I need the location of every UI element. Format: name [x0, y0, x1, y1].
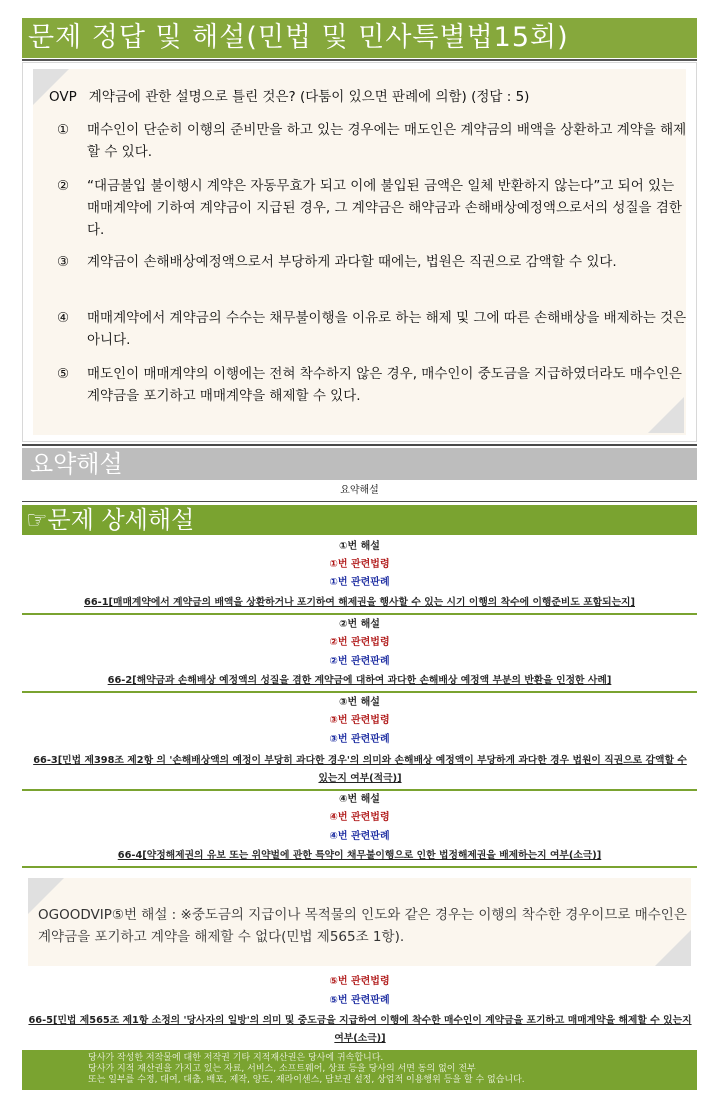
question-tag: OVP — [49, 89, 77, 105]
question-text: 계약금에 관한 설명으로 틀린 것은? (다툼이 있으면 판례에 의함) (정답 : 5) — [88, 89, 530, 105]
summary-caption: 요약해설 — [340, 485, 379, 496]
option-number: ① — [57, 122, 70, 138]
footer-line: 당사가 작성한 저작물에 대한 저작권 기타 지적재산권은 당사에 귀속합니다. — [88, 1053, 384, 1063]
section-4-case-link[interactable]: ④번 관련판례 — [329, 831, 390, 842]
divider — [22, 613, 697, 615]
vip-explanation-text: OGOODVIP⑤번 해설 : ※중도금의 지급이나 목적물의 인도와 같은 경우는 이행의 착수한 경우이므로 매수인은 계약금을 포기하고 계약을 해제할 수 없다(민법 제565조 1항). — [38, 907, 687, 945]
option-number: ② — [57, 178, 70, 194]
section-5-case-link[interactable]: ⑤번 관련판례 — [329, 995, 390, 1006]
option-text: 계약금이 손해배상예정액으로서 부당하게 과다할 때에는, 법원은 직권으로 감액할 수 있다. — [87, 254, 617, 270]
section-1-case-link[interactable]: ①번 관련판례 — [329, 577, 390, 588]
divider — [22, 866, 697, 868]
section-2-detail-link[interactable]: 66-2[해약금과 손해배상 예정액의 성질을 겸한 계약금에 대하여 과다한 손해배상 예정액 부분의 반환을 인정한 사례] — [107, 675, 612, 686]
divider — [22, 789, 697, 791]
vip-explanation-box — [22, 870, 697, 970]
divider — [22, 444, 697, 446]
question-box — [22, 62, 697, 442]
section-3-law-link[interactable]: ③번 관련법령 — [329, 715, 390, 726]
section-5-law-link[interactable]: ⑤번 관련법령 — [329, 976, 390, 987]
section-4-detail-link[interactable]: 66-4[약정해제권의 유보 또는 위약벌에 관한 특약이 채무불이행으로 인한 법정해제권을 배제하는지 여부(소극)] — [117, 850, 602, 861]
section-1-title: ①번 해설 — [339, 541, 380, 552]
detail-header: ☞문제 상세해설 — [22, 505, 697, 535]
section-3-detail-link[interactable]: 66-3[민법 제398조 제2항 의 '손해배상액의 예정이 부당히 과다한 경우'의 의미와 손해배상 예정액이 부당하게 과다한 경우 법원이 직권으로 감액할 수 있는지 여부(적극)] — [33, 755, 687, 784]
footer-line: 또는 일부를 수정, 대여, 대출, 배포, 제작, 양도, 재라이센스, 담보권 설정, 상업적 이용행위 등을 할 수 없습니다. — [88, 1075, 525, 1085]
summary-header: 요약해설 — [22, 448, 697, 480]
footer-line: 당사가 지적 재산권을 가지고 있는 자료, 서비스, 소프트웨어, 상표 등을 당사의 서면 동의 없이 전부 — [88, 1064, 476, 1074]
section-2-law-link[interactable]: ②번 관련법령 — [329, 637, 390, 648]
option-number: ⑤ — [57, 366, 70, 382]
option-text: 매수인이 단순히 이행의 준비만을 하고 있는 경우에는 매도인은 계약금의 배액을 상환하고 계약을 해제할 수 있다. — [87, 122, 687, 160]
copyright-footer — [22, 1050, 697, 1090]
page-title: 문제 정답 및 해설(민법 및 민사특별법15회) — [22, 18, 697, 58]
option-number: ③ — [57, 254, 70, 270]
section-1-law-link[interactable]: ①번 관련법령 — [329, 559, 390, 570]
section-3-title: ③번 해설 — [339, 697, 380, 708]
option-text: 매매계약에서 계약금의 수수는 채무불이행을 이유로 하는 해제 및 그에 따른 손해배상을 배제하는 것은 아니다. — [87, 310, 687, 348]
divider — [22, 501, 697, 502]
option-text: 매도인이 매매계약의 이행에는 전혀 착수하지 않은 경우, 매수인이 중도금을 지급하였더라도 매수인은 계약금을 포기하고 매매계약을 해제할 수 있다. — [87, 366, 682, 404]
section-2-title: ②번 해설 — [339, 619, 380, 630]
option-text: “대금불입 불이행시 계약은 자동무효가 되고 이에 불입된 금액은 일체 반환하지 않는다”고 되어 있는 매매계약에 기하여 계약금이 지급된 경우, 그 계약금은 해약금과 손해배상예정액으로서의 성질을 겸한다. — [87, 178, 682, 238]
section-4-law-link[interactable]: ④번 관련법령 — [329, 812, 390, 823]
divider — [22, 691, 697, 693]
section-1-detail-link[interactable]: 66-1[매매계약에서 계약금의 배액을 상환하거나 포기하여 해제권을 행사할 수 있는 시기 이행의 착수에 이행준비도 포함되는지] — [84, 597, 635, 608]
question-line — [49, 85, 529, 105]
section-3-case-link[interactable]: ③번 관련판례 — [329, 734, 390, 745]
section-5-detail-link[interactable]: 66-5[민법 제565조 제1항 소정의 '당사자의 일방'의 의미 및 중도금을 지급하여 이행에 착수한 매수인이 계약금을 포기하고 매매계약을 해제할 수 있는지 여부(소극)] — [28, 1015, 692, 1044]
section-4-title: ④번 해설 — [339, 794, 380, 805]
section-2-case-link[interactable]: ②번 관련판례 — [329, 656, 390, 667]
title-underline — [22, 59, 697, 61]
option-number: ④ — [57, 310, 70, 326]
